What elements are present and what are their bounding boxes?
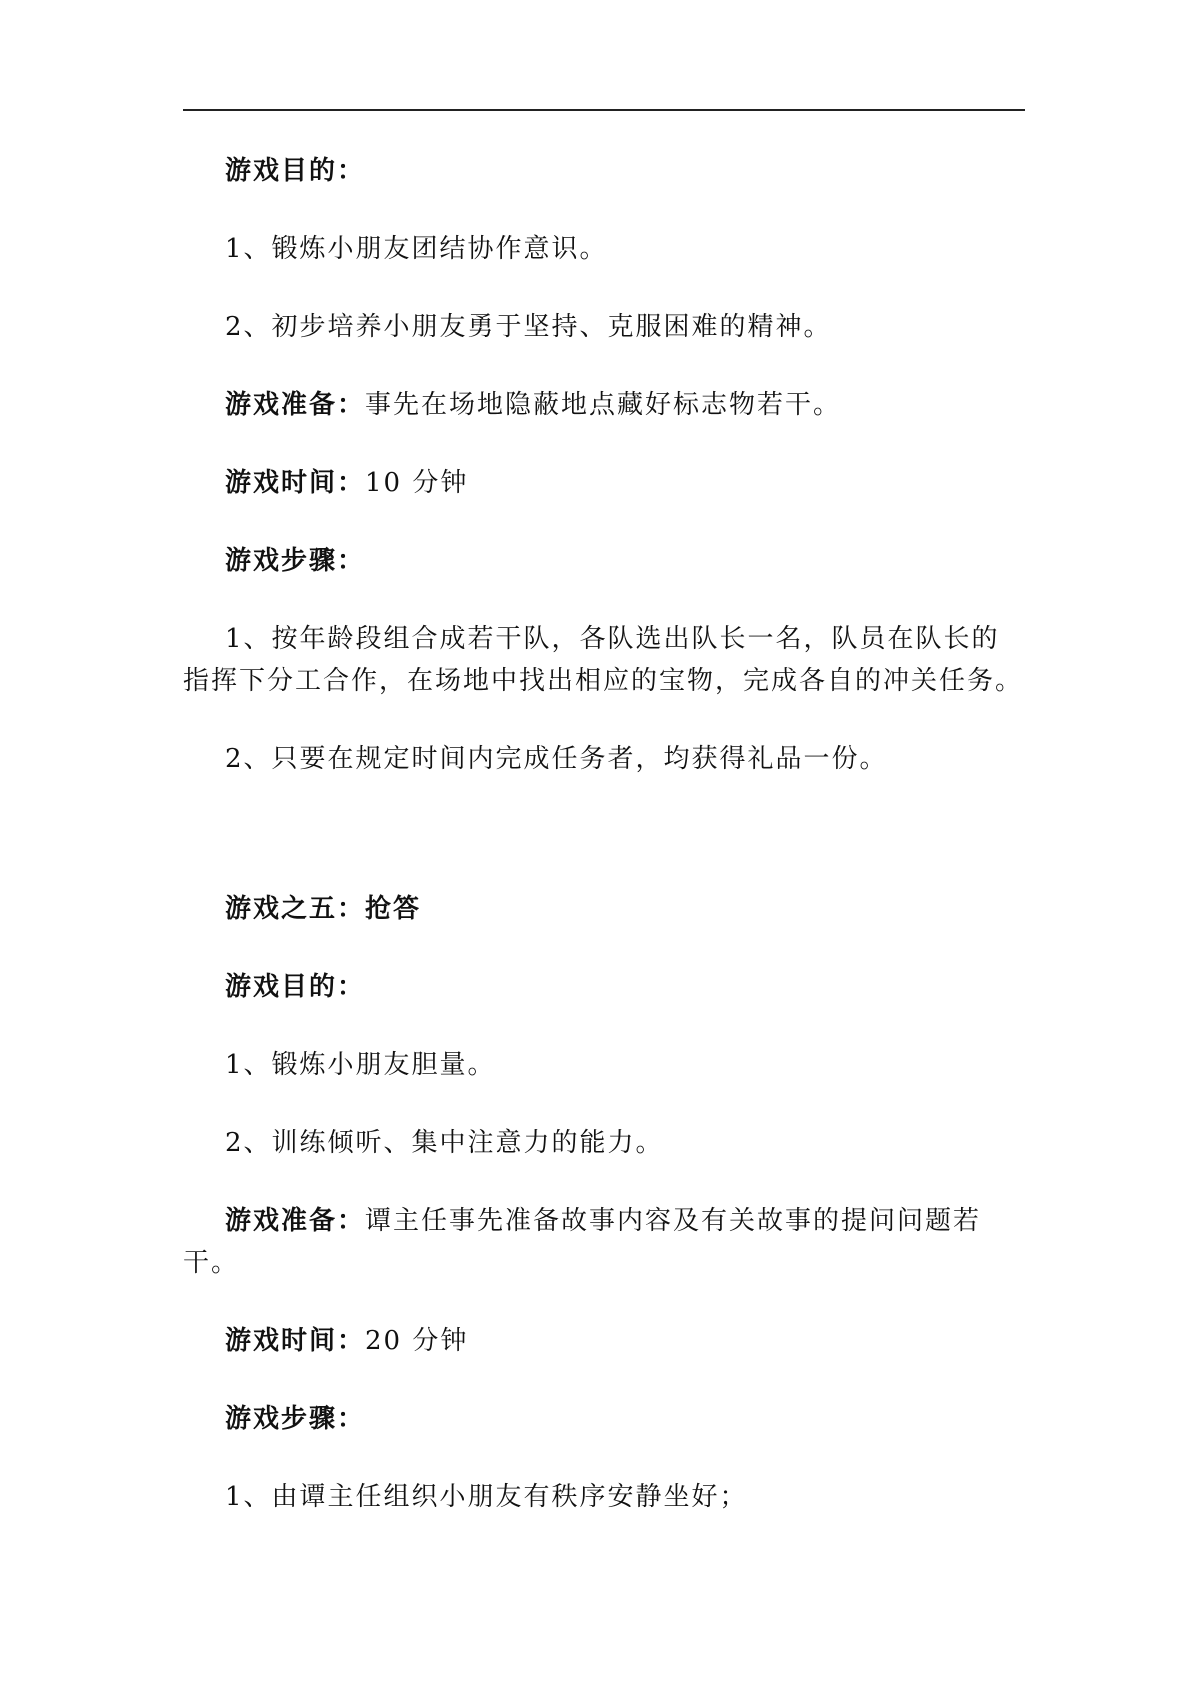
game4-prep-label: 游戏准备： <box>225 390 366 420</box>
game4-goal-label: 游戏目的： <box>225 156 366 186</box>
game5-goal-2: 2、训练倾听、集中注意力的能力。 <box>225 1128 664 1158</box>
game5-prep-text: 谭主任事先准备故事内容及有关故事的提问问题若干。 <box>183 1206 982 1278</box>
game4-prep-text: 事先在场地隐蔽地点藏好标志物若干。 <box>365 390 842 420</box>
game5-steps-label: 游戏步骤： <box>225 1404 366 1434</box>
game4-goal-2: 2、初步培养小朋友勇于坚持、克服困难的精神。 <box>225 312 832 342</box>
game5-prep-label: 游戏准备： <box>225 1206 366 1236</box>
game4-time-text: 10 分钟 <box>365 468 469 498</box>
game5-time-label: 游戏时间： <box>225 1326 366 1356</box>
game5-goal-1: 1、锻炼小朋友胆量。 <box>225 1050 496 1080</box>
game5-time <box>183 1320 1025 1362</box>
game4-step-2: 2、只要在规定时间内完成任务者，均获得礼品一份。 <box>225 744 888 774</box>
game5-goal-label: 游戏目的： <box>225 972 366 1002</box>
game5-prep <box>183 1200 1025 1284</box>
document-body <box>183 150 1025 1554</box>
game4-time-label: 游戏时间： <box>225 468 366 498</box>
game4-prep <box>183 384 1025 426</box>
section-gap <box>183 816 1025 888</box>
game4-goal-1: 1、锻炼小朋友团结协作意识。 <box>225 234 608 264</box>
game4-time <box>183 462 1025 504</box>
header-rule <box>183 109 1025 111</box>
game5-step-1: 1、由谭主任组织小朋友有秩序安静坐好； <box>225 1482 748 1512</box>
game4-steps-label: 游戏步骤： <box>225 546 366 576</box>
game4-step-1: 1、按年龄段组合成若干队，各队选出队长一名，队员在队长的指挥下分工合作，在场地中找出相应的宝物，完成各自的冲关任务。 <box>183 624 1024 696</box>
game5-title: 游戏之五：抢答 <box>225 894 422 924</box>
game5-time-text: 20 分钟 <box>365 1326 469 1356</box>
